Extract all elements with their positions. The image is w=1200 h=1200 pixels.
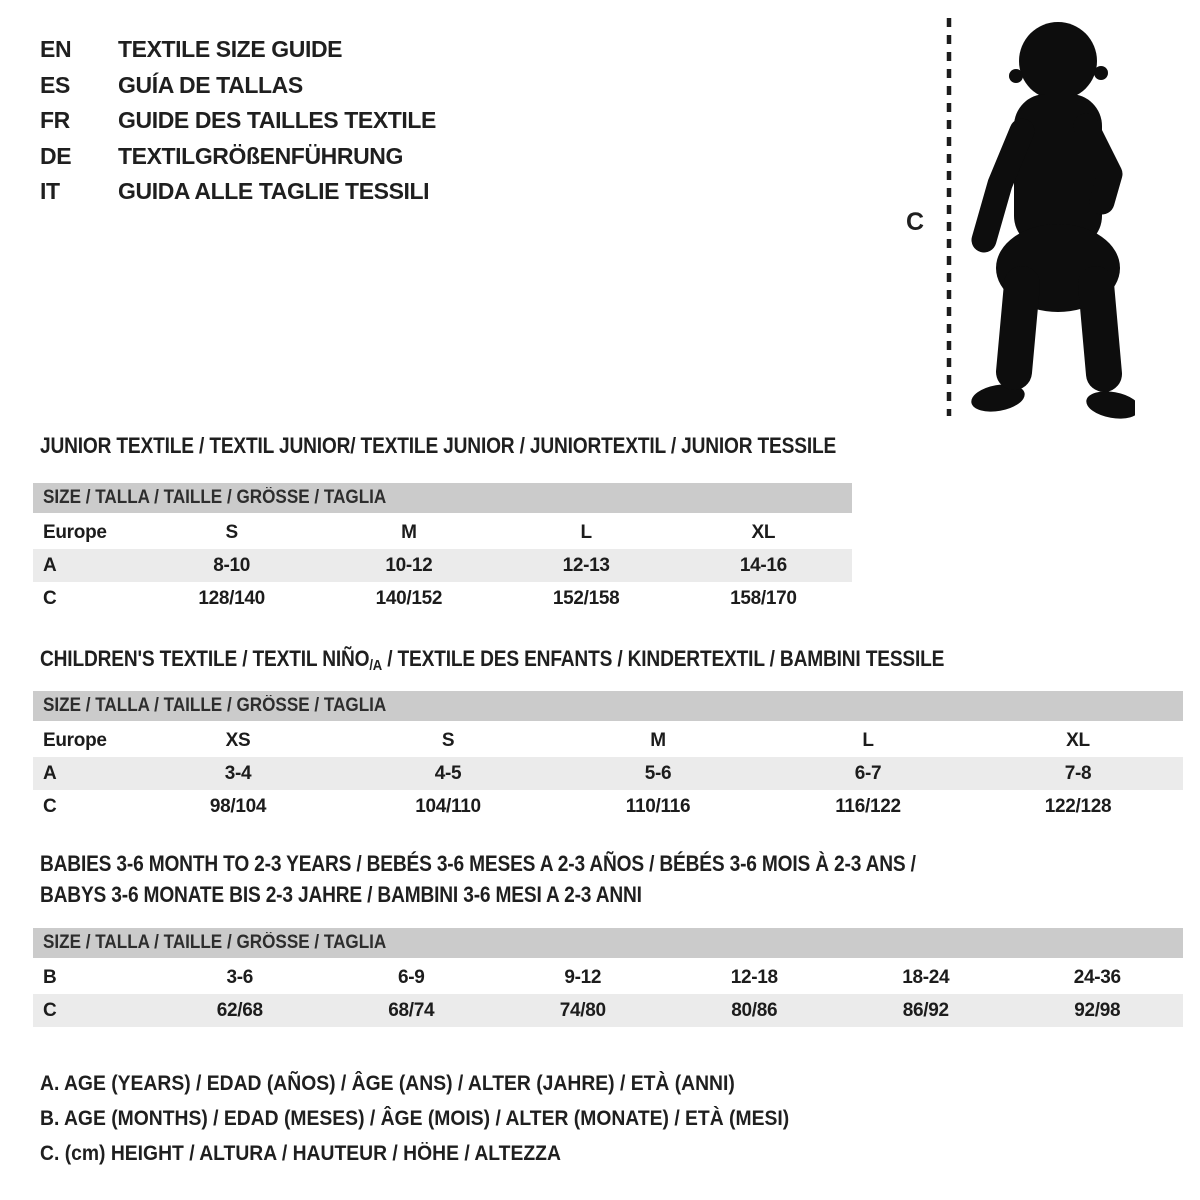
table-row-age bbox=[33, 757, 1183, 790]
table-cell: 18-24 bbox=[840, 960, 1012, 995]
lang-code: EN bbox=[40, 36, 72, 62]
table-row-height bbox=[33, 790, 1183, 823]
size-header-label: SIZE / TALLA / TAILLE / GRÖSSE / TAGLIA bbox=[43, 695, 387, 716]
table-cell: 74/80 bbox=[497, 994, 669, 1027]
table-cell: 14-16 bbox=[675, 549, 852, 582]
children-title-rest: / TEXTILE DES ENFANTS / KINDERTEXTIL / BAMBINI TESSILE bbox=[382, 646, 945, 671]
table-row-europe bbox=[33, 515, 852, 550]
table-cell: L bbox=[498, 515, 675, 550]
junior-size-table bbox=[33, 483, 852, 615]
table-cell: 12-13 bbox=[498, 549, 675, 582]
table-cell: S bbox=[343, 723, 553, 758]
table-cell: M bbox=[320, 515, 497, 550]
table-cell: 7-8 bbox=[973, 757, 1183, 790]
table-cell: 5-6 bbox=[553, 757, 763, 790]
table-cell: 62/68 bbox=[154, 994, 326, 1027]
babies-size-table bbox=[33, 928, 1183, 1027]
table-row-europe bbox=[33, 723, 1183, 758]
table-cell: 3-6 bbox=[154, 960, 326, 995]
table-cell: L bbox=[763, 723, 973, 758]
size-header-band bbox=[33, 483, 852, 515]
children-title-main: CHILDREN'S TEXTILE / TEXTIL NIÑO bbox=[40, 646, 370, 671]
legend-line-b: B. AGE (MONTHS) / EDAD (MESES) / ÂGE (MOIS) / ALTER (MONATE) / ETÀ (MESI) bbox=[40, 1107, 790, 1130]
row-label: Europe bbox=[33, 723, 133, 758]
table-cell: 24-36 bbox=[1012, 960, 1184, 995]
table-cell: 80/86 bbox=[669, 994, 841, 1027]
table-cell: 128/140 bbox=[143, 582, 320, 615]
lang-title: TEXTILE SIZE GUIDE bbox=[118, 36, 343, 62]
babies-section-title-line2: BABYS 3-6 MONATE BIS 2-3 JAHRE / BAMBINI 3-6 MESI A 2-3 ANNI bbox=[40, 882, 642, 907]
table-cell: 92/98 bbox=[1012, 994, 1184, 1027]
height-measure-label: C bbox=[906, 208, 925, 236]
lang-title: TEXTILGRÖßENFÜHRUNG bbox=[118, 142, 403, 169]
lang-code: IT bbox=[40, 178, 60, 204]
size-header-label: SIZE / TALLA / TAILLE / GRÖSSE / TAGLIA bbox=[43, 487, 387, 508]
row-label: C bbox=[33, 582, 143, 615]
table-cell: 116/122 bbox=[763, 790, 973, 823]
table-cell: M bbox=[553, 723, 763, 758]
language-header bbox=[40, 32, 436, 210]
lang-row-it bbox=[40, 174, 436, 210]
children-section-title bbox=[40, 646, 944, 672]
table-cell: 4-5 bbox=[343, 757, 553, 790]
lang-code: ES bbox=[40, 71, 70, 98]
size-header-band bbox=[33, 691, 1183, 723]
legend bbox=[40, 1066, 854, 1171]
lang-title: GUIDA ALLE TAGLIE TESSILI bbox=[118, 178, 430, 204]
lang-title: GUÍA DE TALLAS bbox=[118, 71, 303, 98]
row-label: Europe bbox=[33, 515, 143, 550]
lang-title: GUIDE DES TAILLES TEXTILE bbox=[118, 107, 436, 133]
row-label: C bbox=[33, 994, 154, 1027]
table-cell: 6-7 bbox=[763, 757, 973, 790]
table-cell: 140/152 bbox=[320, 582, 497, 615]
row-label: B bbox=[33, 960, 154, 995]
lang-row-es bbox=[40, 68, 436, 104]
row-label: C bbox=[33, 790, 133, 823]
table-cell: 3-4 bbox=[133, 757, 343, 790]
table-cell: 158/170 bbox=[675, 582, 852, 615]
children-size-table bbox=[33, 691, 1183, 823]
lang-row-en bbox=[40, 32, 436, 68]
height-measure-line bbox=[944, 18, 954, 416]
legend-line-c: C. (cm) HEIGHT / ALTURA / HAUTEUR / HÖHE / ALTEZZA bbox=[40, 1142, 561, 1165]
table-cell: 110/116 bbox=[553, 790, 763, 823]
lang-code: DE bbox=[40, 142, 72, 169]
size-header-band bbox=[33, 928, 1183, 960]
table-cell: 9-12 bbox=[497, 960, 669, 995]
children-title-sub: /A bbox=[369, 657, 383, 674]
lang-row-de bbox=[40, 139, 436, 175]
table-cell: 10-12 bbox=[320, 549, 497, 582]
table-cell: XL bbox=[675, 515, 852, 550]
babies-section-title-line1: BABIES 3-6 MONTH TO 2-3 YEARS / BEBÉS 3-6 MESES A 2-3 AÑOS / BÉBÉS 3-6 MOIS À 2-3 ANS / bbox=[40, 851, 916, 876]
junior-section-title: JUNIOR TEXTILE / TEXTIL JUNIOR/ TEXTILE JUNIOR / JUNIORTEXTIL / JUNIOR TESSILE bbox=[40, 433, 837, 458]
table-cell: 104/110 bbox=[343, 790, 553, 823]
table-row-height bbox=[33, 994, 1183, 1027]
table-cell: XS bbox=[133, 723, 343, 758]
table-row-height bbox=[33, 582, 852, 615]
table-cell: XL bbox=[973, 723, 1183, 758]
table-cell: 8-10 bbox=[143, 549, 320, 582]
table-cell: 152/158 bbox=[498, 582, 675, 615]
table-cell: 12-18 bbox=[669, 960, 841, 995]
size-header-label: SIZE / TALLA / TAILLE / GRÖSSE / TAGLIA bbox=[43, 932, 387, 953]
lang-code: FR bbox=[40, 107, 70, 133]
row-label: A bbox=[33, 549, 143, 582]
table-row-months bbox=[33, 960, 1183, 995]
lang-row-fr bbox=[40, 103, 436, 139]
toddler-silhouette-icon bbox=[970, 16, 1135, 420]
table-cell: 68/74 bbox=[326, 994, 498, 1027]
table-cell: 122/128 bbox=[973, 790, 1183, 823]
table-cell: 6-9 bbox=[326, 960, 498, 995]
legend-line-a: A. AGE (YEARS) / EDAD (AÑOS) / ÂGE (ANS) / ALTER (JAHRE) / ETÀ (ANNI) bbox=[40, 1072, 735, 1095]
row-label: A bbox=[33, 757, 133, 790]
table-cell: 86/92 bbox=[840, 994, 1012, 1027]
table-cell: S bbox=[143, 515, 320, 550]
table-cell: 98/104 bbox=[133, 790, 343, 823]
table-row-age bbox=[33, 549, 852, 582]
